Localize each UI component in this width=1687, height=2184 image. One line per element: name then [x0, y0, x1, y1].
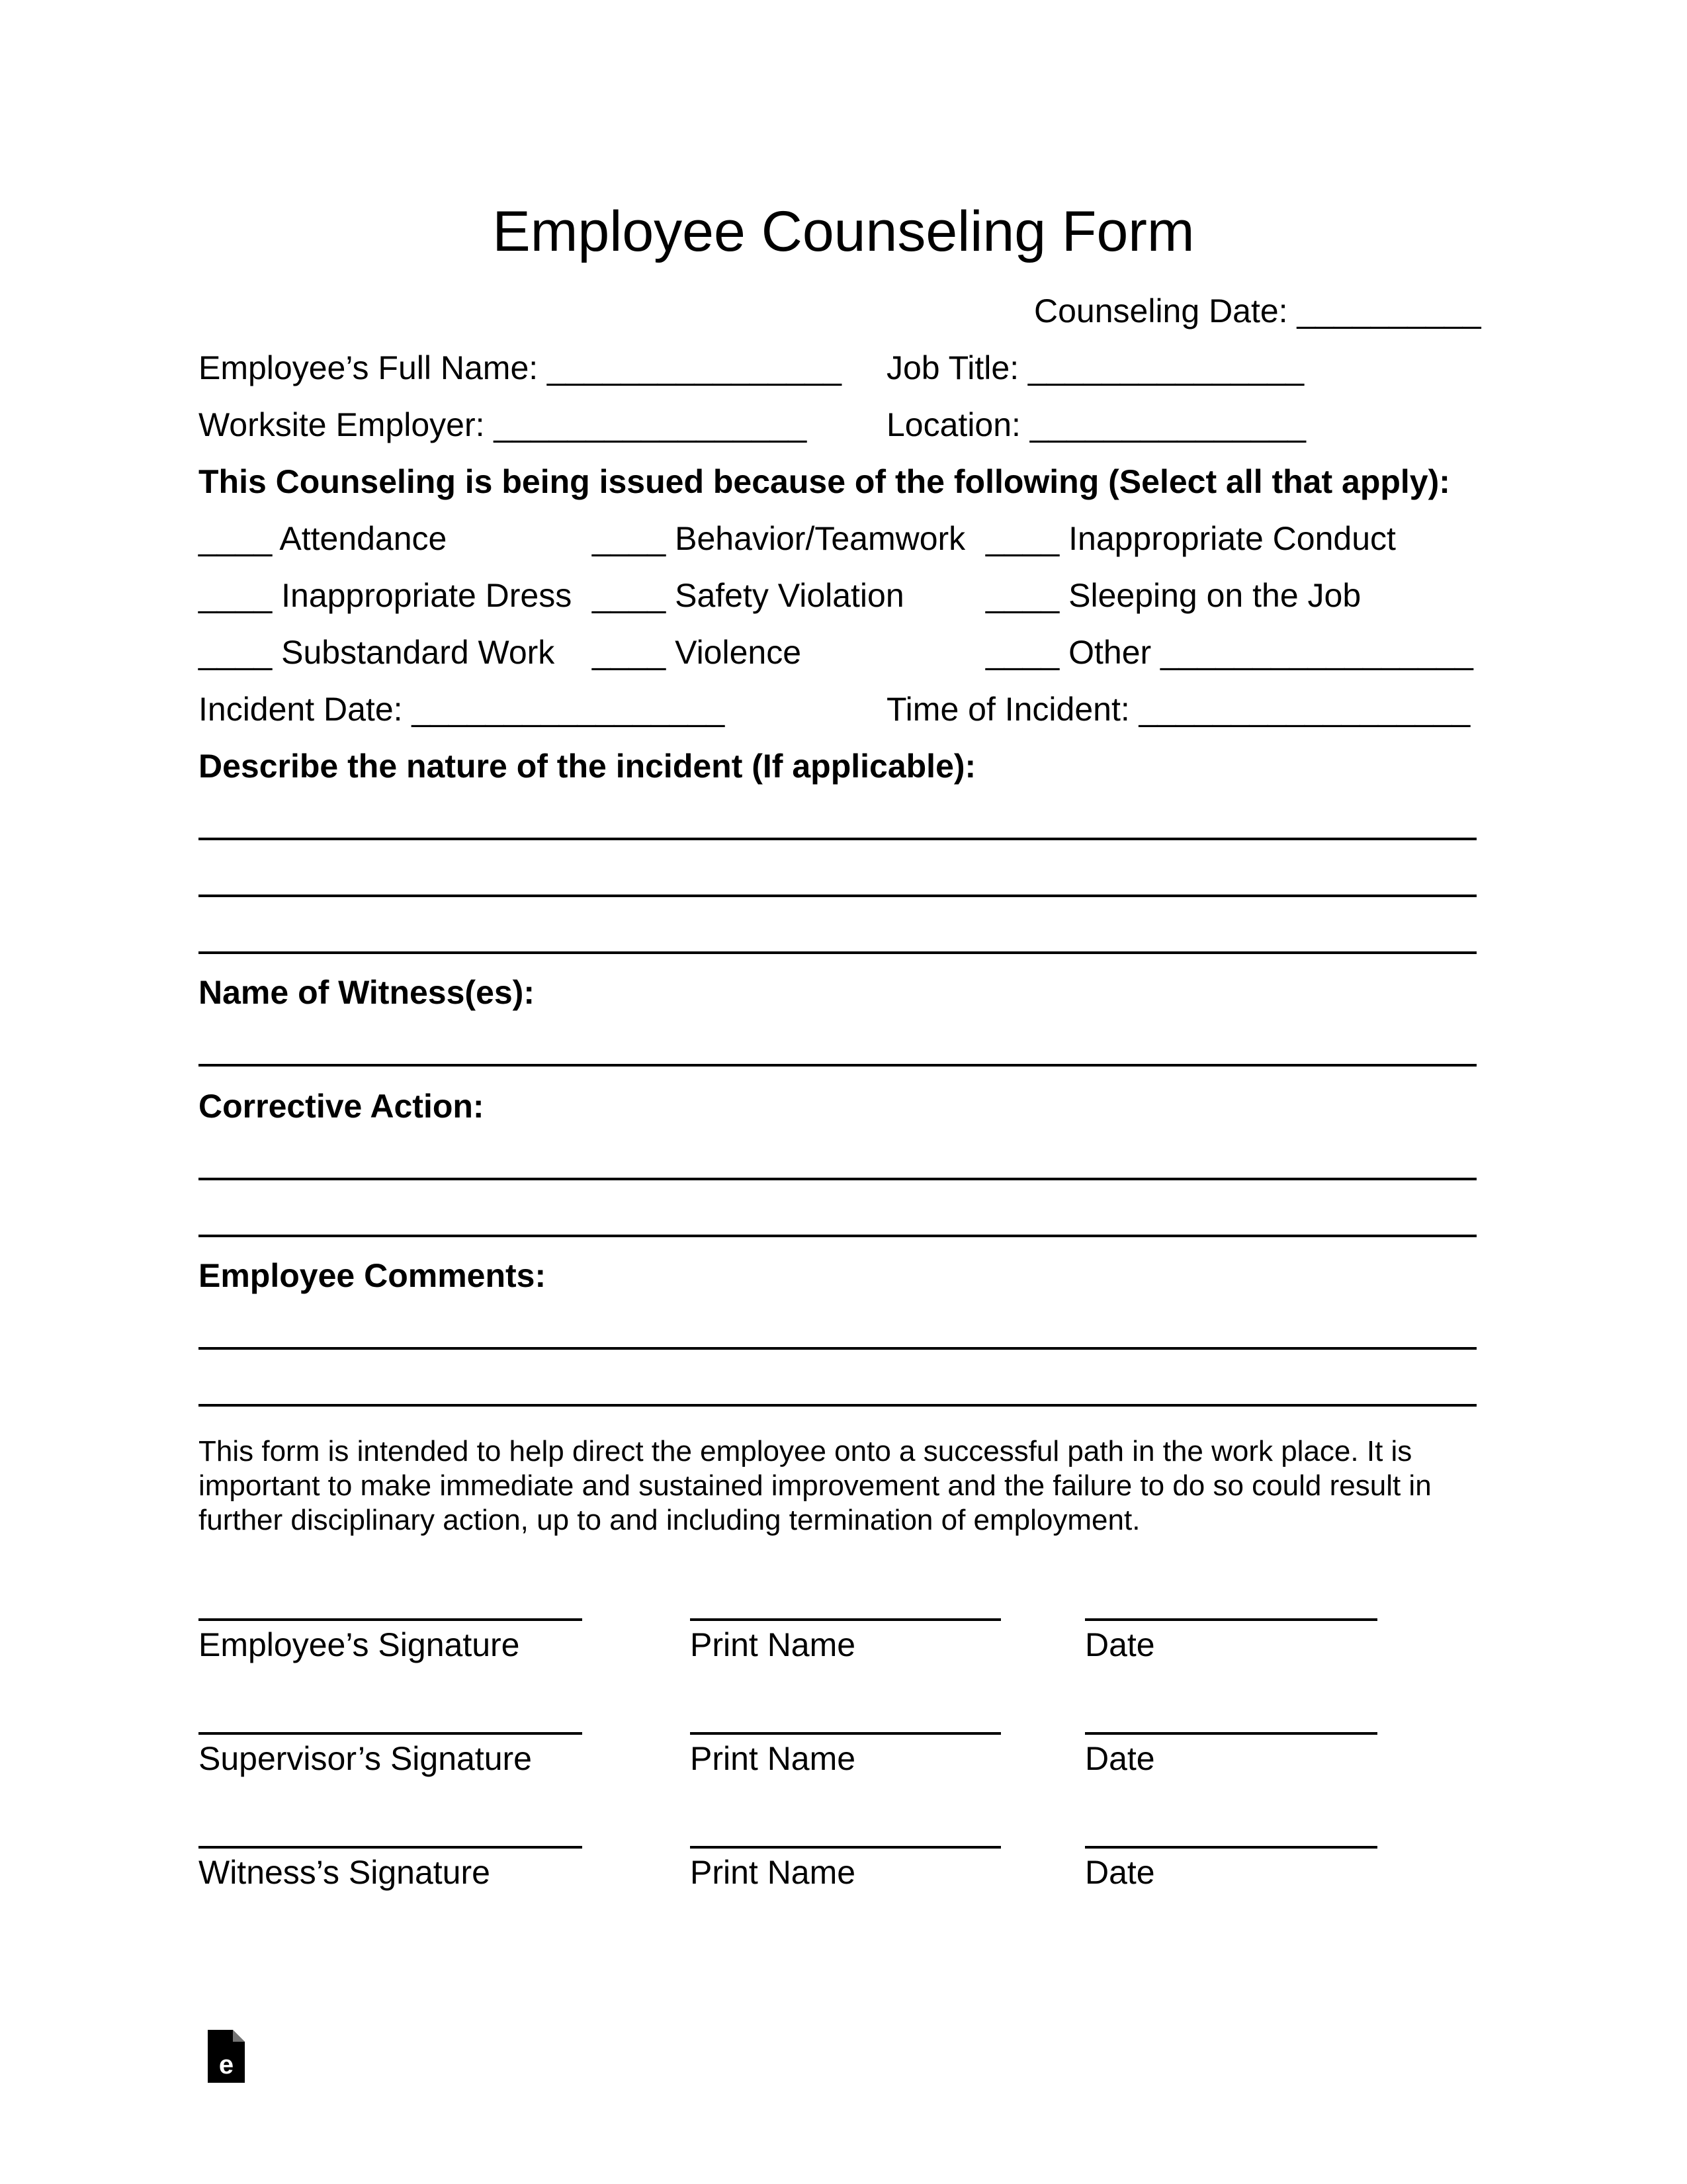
witnesses-line[interactable] [198, 1064, 1477, 1067]
eforms-logo-icon [206, 2030, 246, 2084]
supervisor-signature-line[interactable] [198, 1732, 582, 1735]
witness-print-name-label: Print Name [690, 1854, 856, 1891]
supervisor-print-name-line[interactable] [690, 1732, 1001, 1735]
incident-description-line-1[interactable] [198, 838, 1477, 840]
employee-signature-label: Employee’s Signature [198, 1626, 520, 1663]
location-field[interactable]: Location: _______________ [887, 406, 1306, 443]
worksite-employer-field[interactable]: Worksite Employer: _________________ [198, 406, 807, 443]
page-title: Employee Counseling Form [492, 200, 1195, 263]
employee-comments-line-2[interactable] [198, 1404, 1477, 1407]
reason-safety-violation[interactable]: ____ Safety Violation [592, 577, 904, 614]
reason-inappropriate-conduct[interactable]: ____ Inappropriate Conduct [986, 520, 1396, 557]
employee-signature-line[interactable] [198, 1618, 582, 1621]
svg-text:e: e [218, 2050, 234, 2079]
witness-signature-line[interactable] [198, 1846, 582, 1849]
witness-signature-label: Witness’s Signature [198, 1854, 490, 1891]
witness-print-name-line[interactable] [690, 1846, 1001, 1849]
witness-date-line[interactable] [1085, 1846, 1377, 1849]
reason-sleeping-on-job[interactable]: ____ Sleeping on the Job [986, 577, 1362, 614]
employee-print-name-line[interactable] [690, 1618, 1001, 1621]
disclaimer-text: This form is intended to help direct the employee onto a successful path in the work place. It is important to make immediate and sustained improvement and the failure to do so could result in further disciplinary action, up to and including termination of employment. [198, 1435, 1432, 1536]
describe-incident-heading: Describe the nature of the incident (If applicable): [198, 748, 976, 785]
supervisor-signature-label: Supervisor’s Signature [198, 1740, 532, 1777]
supervisor-date-label: Date [1085, 1740, 1155, 1777]
incident-date-field[interactable]: Incident Date: _________________ [198, 691, 725, 728]
employee-comments-heading: Employee Comments: [198, 1257, 546, 1294]
corrective-action-line-1[interactable] [198, 1178, 1477, 1180]
witnesses-heading: Name of Witness(es): [198, 974, 535, 1011]
witness-date-label: Date [1085, 1854, 1155, 1891]
reason-violence[interactable]: ____ Violence [592, 634, 802, 671]
reasons-heading: This Counseling is being issued because of the following (Select all that apply): [198, 463, 1450, 500]
supervisor-print-name-label: Print Name [690, 1740, 856, 1777]
corrective-action-heading: Corrective Action: [198, 1088, 484, 1125]
supervisor-date-line[interactable] [1085, 1732, 1377, 1735]
employee-print-name-label: Print Name [690, 1626, 856, 1663]
reason-behavior-teamwork[interactable]: ____ Behavior/Teamwork [592, 520, 966, 557]
reason-other[interactable]: ____ Other _________________ [986, 634, 1473, 671]
incident-description-line-2[interactable] [198, 895, 1477, 897]
employee-date-line[interactable] [1085, 1618, 1377, 1621]
reason-substandard-work[interactable]: ____ Substandard Work [198, 634, 555, 671]
employee-date-label: Date [1085, 1626, 1155, 1663]
job-title-field[interactable]: Job Title: _______________ [887, 349, 1305, 386]
reason-attendance[interactable]: ____ Attendance [198, 520, 447, 557]
reason-inappropriate-dress[interactable]: ____ Inappropriate Dress [198, 577, 572, 614]
incident-time-field[interactable]: Time of Incident: __________________ [887, 691, 1471, 728]
incident-description-line-3[interactable] [198, 951, 1477, 954]
employee-comments-line-1[interactable] [198, 1347, 1477, 1350]
counseling-date-field[interactable]: Counseling Date: __________ [1034, 292, 1481, 329]
corrective-action-line-2[interactable] [198, 1235, 1477, 1237]
employee-name-field[interactable]: Employee’s Full Name: ________________ [198, 349, 842, 386]
